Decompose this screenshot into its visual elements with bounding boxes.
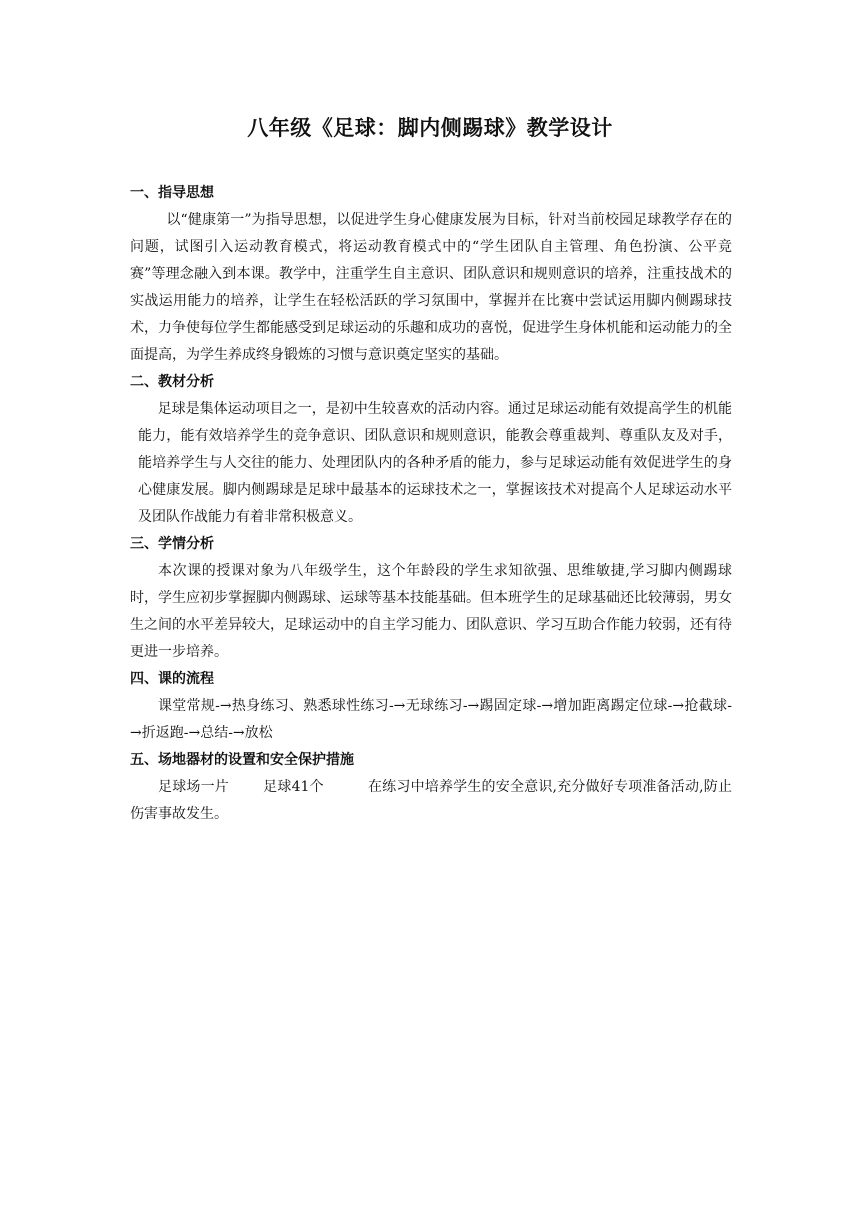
section-heading: 一、指导思想: [130, 185, 214, 201]
section-heading: 四、课的流程: [130, 671, 214, 687]
section-lesson-flow: [130, 666, 732, 747]
section-paragraph: 本次课的授课对象为八年级学生，这个年龄段的学生求知欲强、思维敏捷,学习脚内侧踢球时，学生应初步掌握脚内侧踢球、运球等基本技能基础。但本班学生的足球基础还比较薄弱，男女生之间的水平差异较大，足球运动中的自主学习能力、团队意识、学习互助合作能力较弱，还有待更进一步培养。: [130, 563, 732, 660]
section-paragraph: 课堂常规-→热身练习、熟悉球性练习-→无球练习-→踢固定球-→增加距离踢定位球-→抢截球-→折返跑-→总结-→放松: [130, 698, 732, 741]
section-heading: 三、学情分析: [130, 536, 214, 552]
equipment-field: 足球场一片: [158, 779, 229, 795]
section-paragraph: [130, 774, 732, 828]
section-equipment-safety: [130, 747, 732, 828]
section-student-analysis: [130, 531, 732, 666]
section-heading: 五、场地器材的设置和安全保护措施: [130, 752, 354, 768]
section-guiding-ideology: [130, 180, 732, 369]
section-heading: 二、教材分析: [130, 374, 214, 390]
safety-note: 在练习中培养学生的安全意识,充分做好专项准备活动,防止伤害事故发生。: [130, 779, 732, 822]
section-textbook-analysis: [130, 369, 732, 531]
section-paragraph: 足球是集体运动项目之一，是初中生较喜欢的活动内容。通过足球运动能有效提高学生的机能能力，能有效培养学生的竞争意识、团队意识和规则意识，能教会尊重裁判、尊重队友及对手，能培养学生与人交往的能力、处理团队内的各种矛盾的能力，参与足球运动能有效促进学生的身心健康发展。脚内侧踢球是足球中最基本的运球技术之一，掌握该技术对提高个人足球运动水平及团队作战能力有着非常积极意义。: [138, 401, 732, 525]
equipment-balls: 足球41个: [262, 779, 324, 795]
section-paragraph: 以“健康第一”为指导思想，以促进学生身心健康发展为目标，针对当前校园足球教学存在的问题，试图引入运动教育模式，将运动教育模式中的“学生团队自主管理、角色扮演、公平竞赛”等理念融入到本课。教学中，注重学生自主意识、团队意识和规则意识的培养，注重技战术的实战运用能力的培养，让学生在轻松活跃的学习氛围中，掌握并在比赛中尝试运用脚内侧踢球技术，力争使每位学生都能感受到足球运动的乐趣和成功的喜悦，促进学生身体机能和运动能力的全面提高，为学生养成终身锻炼的习惯与意识奠定坚实的基础。: [130, 212, 732, 363]
document-body: [130, 180, 732, 828]
document-title: 八年级《足球：脚内侧踢球》教学设计: [247, 116, 613, 140]
